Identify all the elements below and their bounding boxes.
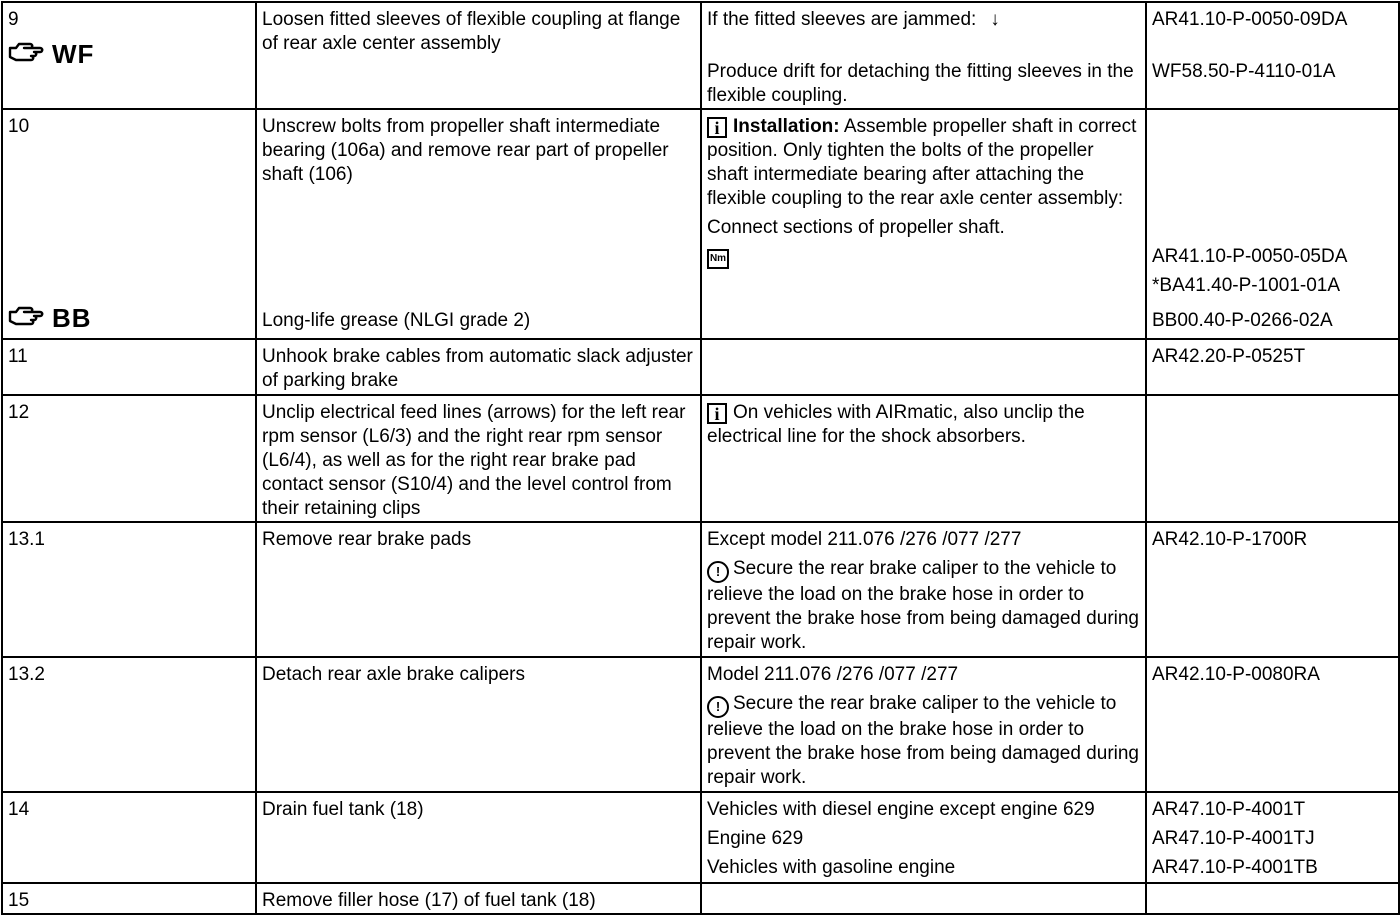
reference-cell bbox=[1146, 883, 1399, 914]
table-row bbox=[2, 522, 1399, 657]
lubricant-text: Long-life grease (NLGI grade 2) bbox=[262, 310, 531, 331]
pointing-hand-icon bbox=[8, 41, 48, 67]
warning-note bbox=[707, 557, 1140, 655]
table-row bbox=[2, 657, 1399, 792]
step-number: 14 bbox=[8, 799, 30, 820]
note-text: If the fitted sleeves are jammed: bbox=[707, 9, 977, 30]
action-cell bbox=[256, 792, 701, 883]
note-text: Model 211.076 /276 /077 /277 bbox=[707, 664, 959, 685]
step-number-cell bbox=[2, 109, 256, 339]
table-row bbox=[2, 109, 1399, 339]
reference-link[interactable]: AR47.10-P-4001TJ bbox=[1152, 828, 1315, 849]
note-text: Connect sections of propeller shaft. bbox=[707, 217, 1005, 238]
torque-icon[interactable]: Nm bbox=[707, 249, 729, 269]
reference-cell bbox=[1146, 339, 1399, 395]
action-text: Remove rear brake pads bbox=[262, 529, 472, 550]
notes-cell bbox=[701, 2, 1146, 109]
step-number-cell bbox=[2, 339, 256, 395]
notes-cell bbox=[701, 883, 1146, 914]
reference-link[interactable]: AR42.10-P-0080RA bbox=[1152, 664, 1320, 685]
reference-link[interactable]: WF58.50-P-4110-01A bbox=[1152, 61, 1336, 82]
notes-cell bbox=[701, 109, 1146, 339]
action-cell bbox=[256, 109, 701, 339]
procedure-table bbox=[1, 1, 1400, 915]
step-number: 13.1 bbox=[8, 529, 45, 550]
action-cell bbox=[256, 339, 701, 395]
step-number-cell bbox=[2, 657, 256, 792]
reference-link[interactable]: *BA41.40-P-1001-01A bbox=[1152, 275, 1341, 296]
action-cell bbox=[256, 2, 701, 109]
table-row bbox=[2, 395, 1399, 522]
table-row bbox=[2, 339, 1399, 395]
reference-cell bbox=[1146, 2, 1399, 109]
reference-link[interactable]: AR47.10-P-4001TB bbox=[1152, 857, 1318, 878]
info-note bbox=[707, 401, 1140, 449]
reference-cell bbox=[1146, 522, 1399, 657]
info-text: On vehicles with AIRmatic, also unclip the electrical line for the shock absorbers. bbox=[707, 402, 1085, 447]
action-text: Unclip electrical feed lines (arrows) for the left rear rpm sensor (L6/3) and the right rear rpm sensor (L6/4), as well as for the right rear brake pad contact sensor (S10/4) and the level control from their retaining clips bbox=[262, 402, 686, 519]
step-number: 15 bbox=[8, 890, 30, 911]
installation-label: Installation: bbox=[733, 116, 840, 137]
warning-text: Secure the rear brake caliper to the vehicle to relieve the load on the brake hose in order to prevent the brake hose from being damaged during repair work. bbox=[707, 693, 1139, 788]
reference-link[interactable]: AR42.20-P-0525T bbox=[1152, 346, 1306, 367]
action-cell bbox=[256, 883, 701, 914]
down-arrow-icon: ↓ bbox=[990, 9, 1000, 30]
action-text: Loosen fitted sleeves of flexible coupling at flange of rear axle center assembly bbox=[262, 9, 681, 54]
note-text: Vehicles with gasoline engine bbox=[707, 857, 956, 878]
wf-tag-label: WF bbox=[52, 39, 95, 69]
reference-link[interactable]: AR47.10-P-4001T bbox=[1152, 799, 1306, 820]
action-cell bbox=[256, 522, 701, 657]
action-cell bbox=[256, 395, 701, 522]
reference-link[interactable]: BB00.40-P-0266-02A bbox=[1152, 310, 1333, 331]
bb-tag bbox=[8, 305, 92, 331]
reference-cell bbox=[1146, 792, 1399, 883]
reference-link[interactable]: AR41.10-P-0050-05DA bbox=[1152, 246, 1348, 267]
step-number-cell bbox=[2, 395, 256, 522]
wf-tag bbox=[8, 41, 94, 67]
pointing-hand-icon bbox=[8, 305, 48, 331]
bb-tag-label: BB bbox=[52, 303, 92, 333]
action-text: Remove filler hose (17) of fuel tank (18) bbox=[262, 890, 596, 911]
step-number: 12 bbox=[8, 402, 30, 423]
action-text: Drain fuel tank (18) bbox=[262, 799, 424, 820]
warning-note bbox=[707, 692, 1140, 790]
torque-line bbox=[707, 244, 1140, 269]
step-number: 9 bbox=[8, 9, 19, 30]
reference-cell bbox=[1146, 109, 1399, 339]
installation-note bbox=[707, 115, 1140, 211]
table-row bbox=[2, 883, 1399, 914]
reference-cell bbox=[1146, 395, 1399, 522]
note-text: Vehicles with diesel engine except engine 629 bbox=[707, 799, 1095, 820]
reference-link[interactable]: AR41.10-P-0050-09DA bbox=[1152, 9, 1348, 30]
step-number: 10 bbox=[8, 116, 30, 137]
step-number-cell bbox=[2, 522, 256, 657]
notes-cell bbox=[701, 522, 1146, 657]
step-number-cell bbox=[2, 792, 256, 883]
notes-cell bbox=[701, 792, 1146, 883]
notes-cell bbox=[701, 339, 1146, 395]
action-cell bbox=[256, 657, 701, 792]
info-icon: i bbox=[707, 403, 727, 424]
note-text: Produce drift for detaching the fitting sleeves in the flexible coupling. bbox=[707, 61, 1134, 106]
notes-cell bbox=[701, 395, 1146, 522]
step-number: 11 bbox=[8, 346, 28, 367]
action-text: Unscrew bolts from propeller shaft intermediate bearing (106a) and remove rear part of propeller shaft (106) bbox=[262, 116, 669, 185]
reference-link[interactable]: AR42.10-P-1700R bbox=[1152, 529, 1308, 550]
step-number-cell bbox=[2, 2, 256, 109]
action-text: Unhook brake cables from automatic slack adjuster of parking brake bbox=[262, 346, 693, 391]
note-line bbox=[707, 8, 1140, 32]
warning-text: Secure the rear brake caliper to the vehicle to relieve the load on the brake hose in order to prevent the brake hose from being damaged during repair work. bbox=[707, 558, 1139, 653]
action-text: Detach rear axle brake calipers bbox=[262, 664, 525, 685]
installation-text: Assemble propeller shaft in correct position. Only tighten the bolts of the propeller shaft intermediate bearing after attaching the flexible coupling to the rear axle center assembly: bbox=[707, 116, 1137, 209]
notes-cell bbox=[701, 657, 1146, 792]
caution-icon: ! bbox=[707, 561, 729, 583]
caution-icon: ! bbox=[707, 696, 729, 718]
note-text: Engine 629 bbox=[707, 828, 804, 849]
step-number: 13.2 bbox=[8, 664, 45, 685]
table-row bbox=[2, 792, 1399, 883]
info-icon: i bbox=[707, 117, 727, 138]
table-row bbox=[2, 2, 1399, 109]
reference-cell bbox=[1146, 657, 1399, 792]
step-number-cell bbox=[2, 883, 256, 914]
note-text: Except model 211.076 /276 /077 /277 bbox=[707, 529, 1022, 550]
